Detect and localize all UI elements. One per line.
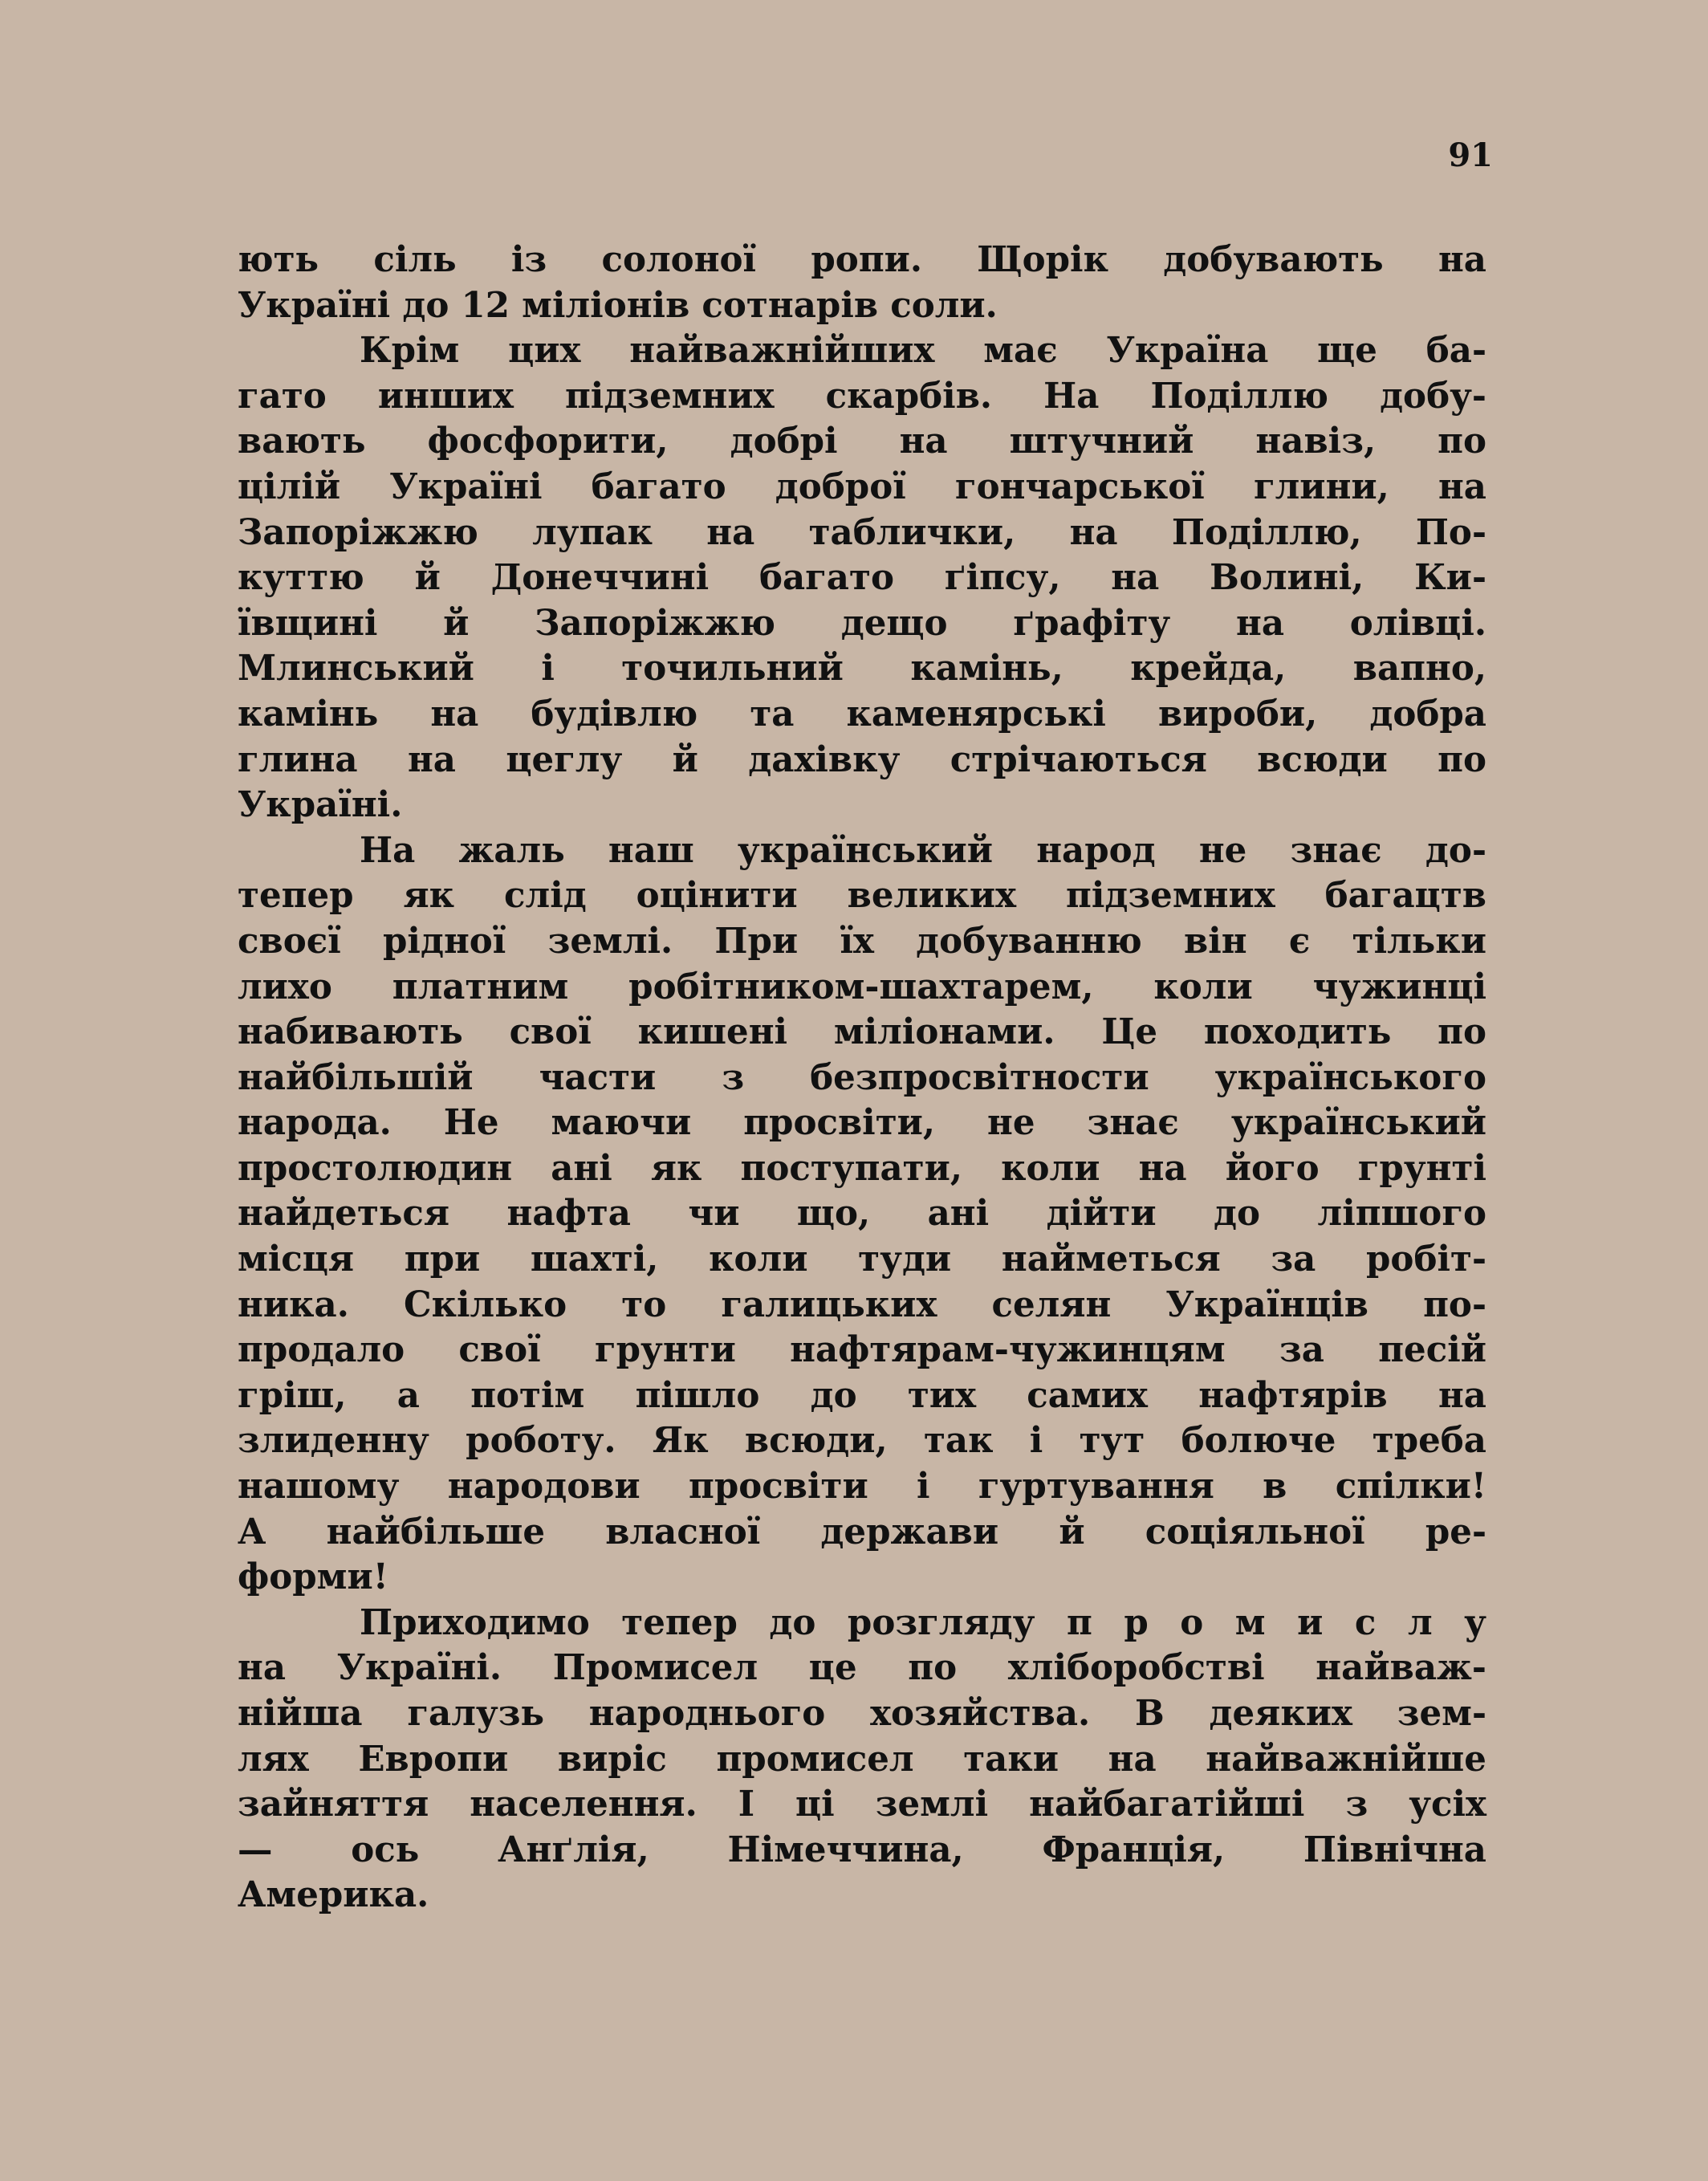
text-line: ють сіль із солоної ропи. Щорік добувають на [238,239,1486,280]
paragraph-4 [238,1601,1486,1919]
text-line: продало свої грунти нафтярам-чужинцям за песій [238,1329,1486,1371]
text-line: на Україні. Промисел це по хліборобстві найваж- [238,1647,1486,1689]
text-line: Україні. [238,784,403,826]
text-line: гріш, а потім пішло до тих самих нафтярів на [238,1374,1486,1416]
text-line: лихо платним робітником-шахтарем, коли чужинці [238,966,1486,1007]
text-line: А найбільше власної держави й соціяльної ре- [238,1511,1486,1552]
text-line: камінь на будівлю та каменярські вироби, добра [238,693,1486,734]
text-line: Запоріжжю лупак на таблички, на Поділлю, По- [238,511,1486,553]
text-line: зайняття населення. І ці землі найбагатійші з усіх [238,1784,1486,1825]
text-line: гато инших підземних скарбів. На Поділлю добу- [238,375,1486,417]
text-line: На жаль наш український народ не знає до- [360,829,1486,871]
text-line: лях Европи виріс промисел таки на найважнійше [238,1738,1486,1780]
paragraph-3 [238,828,1486,1601]
text-line: форми! [238,1556,388,1598]
text-line: найдеться нафта чи що, ані дійти до ліпшого [238,1193,1486,1235]
text-line: своєї рідної землі. При їх добуванню він є тільки [238,920,1486,962]
text-line: місця при шахті, коли туди найметься за робіт- [238,1239,1486,1280]
text-line: ника. Скілько то галицьких селян Українців по- [238,1284,1486,1325]
text-line: Приходимо тепер до розгляду п р о м и с л у [360,1601,1486,1643]
body-text [238,238,1486,1919]
paragraph-1 [238,238,1486,328]
text-line: нашому народови просвіти і гуртування в спілки! [238,1466,1486,1508]
text-line: народа. Не маючи просвіти, не знає український [238,1102,1486,1144]
text-line: глина на цеглу й дахівку стрічаються всюди по [238,739,1486,780]
text-line: куттю й Донеччині багато ґіпсу, на Волині, Ки- [238,557,1486,599]
text-line: Америка. [238,1874,429,1916]
text-line: набивають свої кишені міліонами. Це походить по [238,1011,1486,1053]
text-line: Млинський і точильний камінь, крейда, вапно, [238,648,1486,690]
text-line: ївщині й Запоріжжю дещо ґрафіту на олівці. [238,602,1486,644]
text-line: злиденну роботу. Як всюди, так і тут болюче треба [238,1420,1486,1462]
text-line: Крім цих найважнійших має Україна ще ба- [360,330,1486,372]
text-line: простолюдин ані як поступати, коли на його грунті [238,1147,1486,1189]
page-number: 91 [1448,136,1493,174]
text-line: — ось Анґлія, Німеччина, Франція, Північна [238,1829,1486,1870]
paragraph-2 [238,328,1486,828]
text-line: найбільшій части з безпросвітности українського [238,1056,1486,1098]
text-line: нійша галузь народнього хозяйства. В деяких зем- [238,1693,1486,1734]
text-line: цілій Україні багато доброї гончарської глини, на [238,466,1486,507]
text-line: вають фосфорити, добрі на штучний навіз, по [238,421,1486,462]
text-line: тепер як слід оцінити великих підземних багацтв [238,875,1486,917]
text-line: Україні до 12 міліонів сотнарів соли. [238,284,998,326]
